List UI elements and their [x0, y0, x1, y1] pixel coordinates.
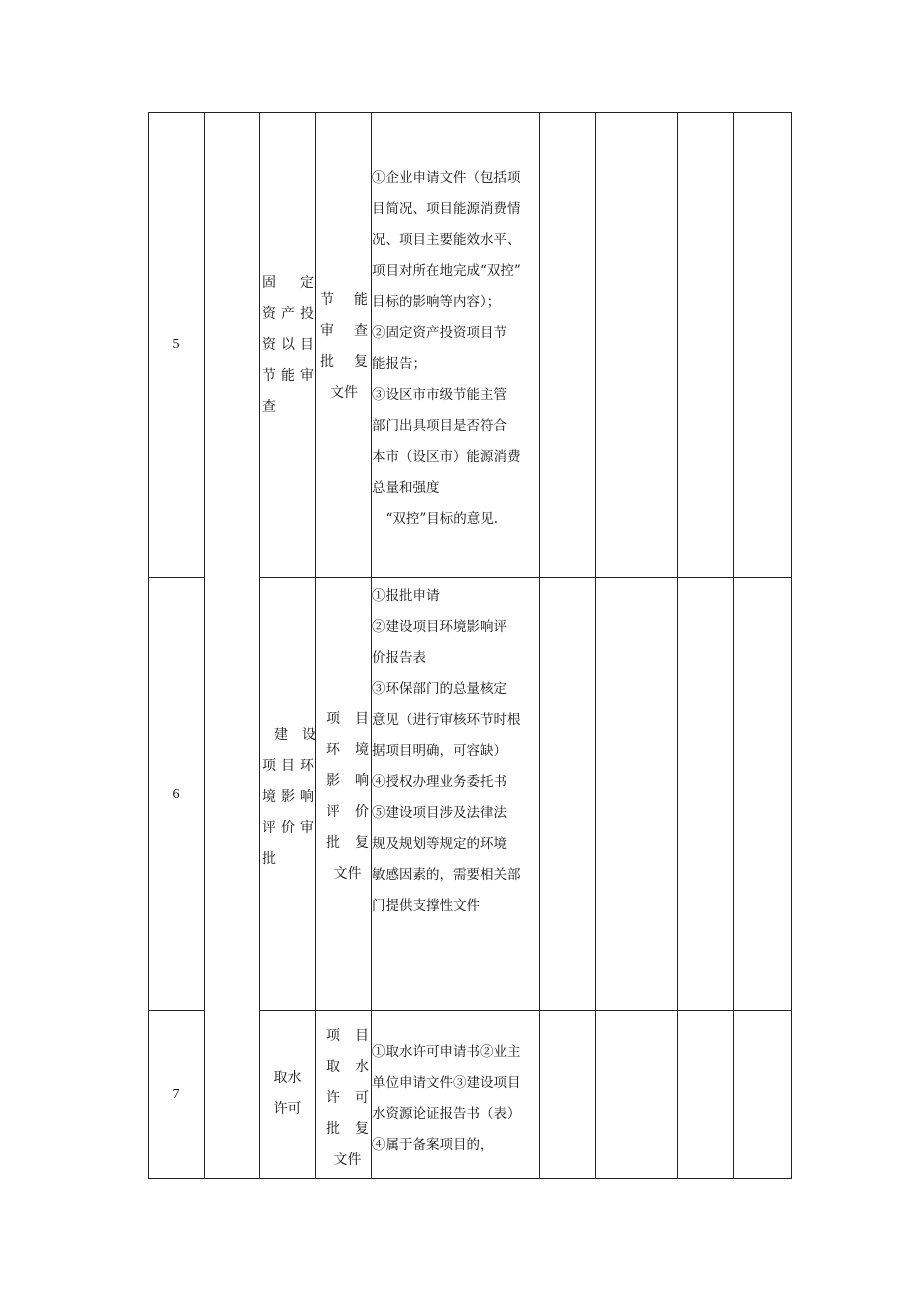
approval-item: 取水 许可 [273, 1070, 302, 1117]
row-number: 6 [172, 787, 180, 802]
table-border-left [148, 112, 149, 1179]
table-border-bottom [148, 1178, 792, 1179]
approval-item: 建 设 项目环 境影响 评价审 批 [262, 727, 316, 867]
approval-document: 项 目 取 水 许 可 批 复 文件 [326, 1028, 369, 1168]
required-materials: ①报批申请 ②建设项目环境影响评 价报告表 ③环保部门的总量核定 意见（进行审核环节时根 据项目明确，可容缺） ④授权办理业务委托书 ⑤建设项目涉及法律法 规及规划等规定的环境 敏感因素的，需要相关部 门提供支撑性文件 [372, 588, 521, 914]
column-divider [677, 112, 678, 1179]
approval-document: 项 目 环 境 影 响 评 价 批 复 文件 [326, 711, 369, 882]
row-number: 5 [172, 337, 180, 352]
row-divider [259, 577, 792, 578]
required-materials: ①企业申请文件（包括项 目简况、项目能源消费情 况、项目主要能效水平、 项目对所在地完成“双控” 目标的影响等内容）； ②固定资产投资项目节 能报告； ③设区市市级节能主管 部门出具项目是否符合 本市（设区市）能源消费 总量和强度 “双控”目标的意见. [372, 170, 521, 527]
table-border-top [148, 112, 792, 113]
column-divider [733, 112, 734, 1179]
row-divider [148, 577, 205, 578]
row-divider [259, 1010, 792, 1011]
approval-table [148, 112, 792, 1179]
column-divider [539, 112, 540, 1179]
required-materials: ①取水许可申请书②业主 单位申请文件③建设项目 水资源论证报告书（表） ④属于备案项目的， [372, 1044, 521, 1153]
approval-item: 固 定 资产投 资以目 节能审 查 [262, 275, 314, 415]
column-divider [204, 112, 205, 1179]
table-border-right [791, 112, 792, 1179]
row-divider [148, 1010, 205, 1011]
row-number: 7 [172, 1087, 180, 1102]
approval-document: 节 能 审 查 批 复 文件 [320, 292, 368, 401]
column-divider [259, 112, 260, 1179]
column-divider [315, 112, 316, 1179]
column-divider [595, 112, 596, 1179]
